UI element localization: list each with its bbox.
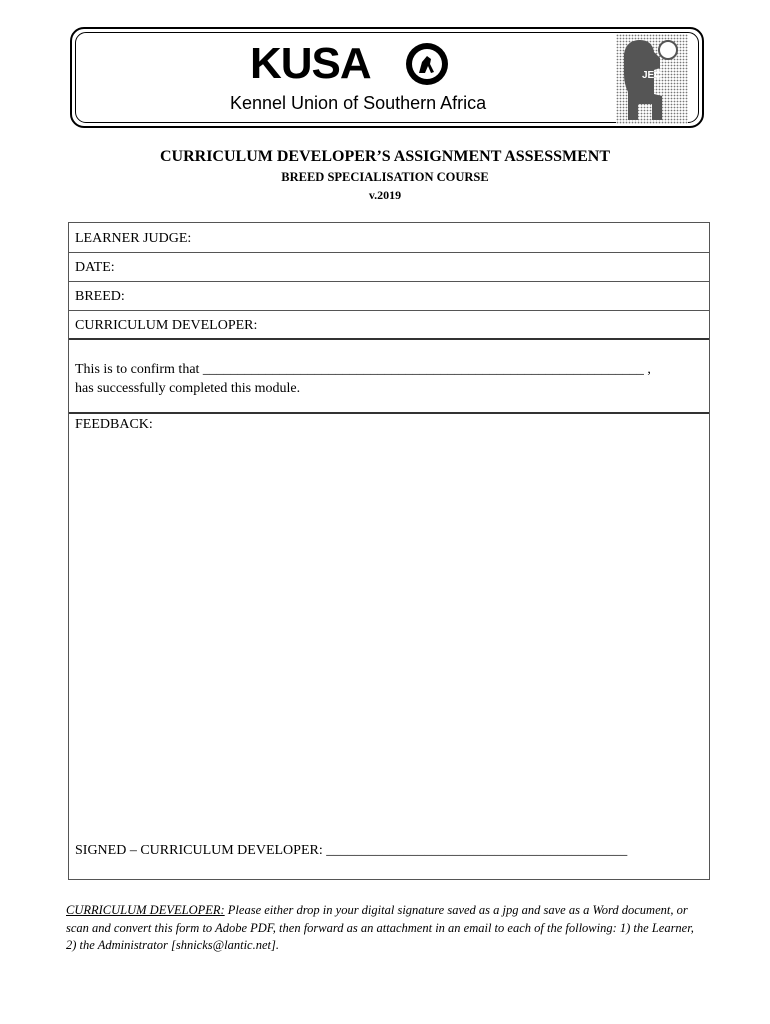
curriculum-developer-field[interactable]: CURRICULUM DEVELOPER: <box>69 311 709 340</box>
breed-field[interactable]: BREED: <box>69 282 709 311</box>
learner-judge-field[interactable]: LEARNER JUDGE: <box>69 223 709 253</box>
confirmation-section[interactable] <box>69 340 709 414</box>
note-lead: CURRICULUM DEVELOPER: <box>66 903 225 917</box>
jec-label: JEC <box>642 70 662 81</box>
jec-logo-icon <box>616 34 688 124</box>
note-body: Please either drop in your digital signature saved as a jpg and save as a Word document, or scan and convert this form to Adobe PDF, then forward as an attachment in an email to each of the following: 1) the Learner, 2) the Administrator [shnicks@lantic.net]. <box>66 903 694 952</box>
confirm-completion: has successfully completed this module. <box>75 381 301 396</box>
date-field[interactable]: DATE: <box>69 253 709 282</box>
feedback-label: FEEDBACK: <box>75 417 153 432</box>
version-label: v.2019 <box>368 188 402 202</box>
course-title: BREED SPECIALISATION COURSE <box>281 170 489 184</box>
org-name: Kennel Union of Southern Africa <box>230 93 487 113</box>
signature-line[interactable]: SIGNED – CURRICULUM DEVELOPER: ___________________________________________ <box>75 843 628 858</box>
kusa-logo-text: KUSA <box>250 39 371 88</box>
instructions-note <box>66 902 706 955</box>
assessment-form <box>68 222 710 880</box>
kusa-seal-icon <box>405 42 449 86</box>
confirm-line: This is to confirm that _______________________________________________________________ , <box>75 362 651 377</box>
page-title: CURRICULUM DEVELOPER’S ASSIGNMENT ASSESSMENT <box>159 148 611 165</box>
